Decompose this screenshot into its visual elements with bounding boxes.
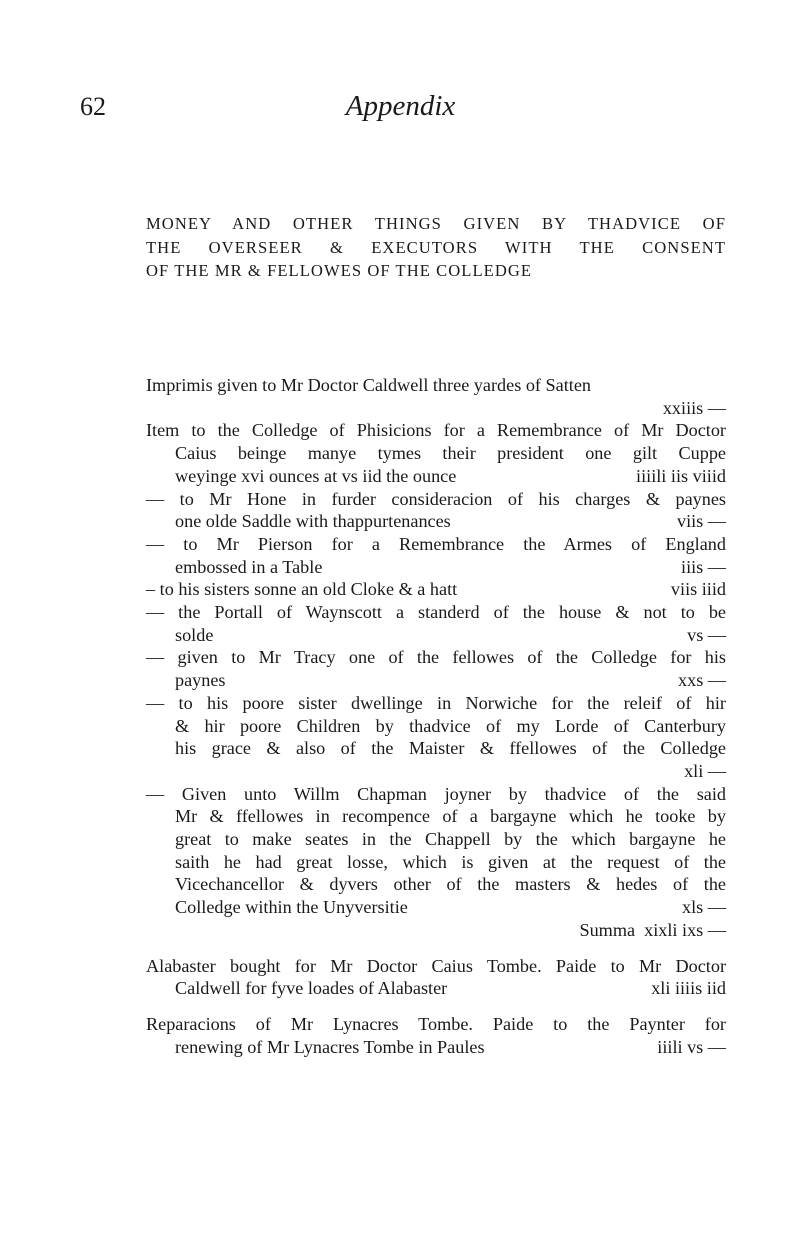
entry-line-with-amount	[146, 624, 726, 647]
entry-reparacions	[146, 1013, 726, 1058]
entry-text: Caldwell for fyve loades of Alabaster	[175, 978, 448, 999]
entry-pierson	[146, 533, 726, 578]
summa-label: Summa	[579, 919, 636, 940]
entry-tracy	[146, 646, 726, 691]
entry-line-with-amount	[146, 465, 726, 488]
entry-sisters-sonne	[146, 578, 726, 601]
entry-text: — given to Mr Tracy one of the fellowes of the Colledge for his	[146, 647, 726, 668]
entry-line-with-amount	[146, 578, 726, 601]
entry-text: Reparacions of Mr Lynacres Tombe. Paide to the Paynter for	[146, 1013, 726, 1034]
entry-text: Caius beinge manye tymes their president one gilt Cuppe	[175, 443, 726, 464]
entry-text: Item to the Colledge of Phisicions for a Remembrance of Mr Doctor	[146, 420, 726, 441]
running-head: Appendix	[345, 90, 456, 122]
entry-physicians	[146, 419, 726, 487]
entry-amount: iiiili iis viiid	[636, 465, 726, 486]
entry-text: embossed in a Table	[175, 556, 323, 577]
entry-portall	[146, 601, 726, 646]
entry-text: – to his sisters sonne an old Cloke & a hatt	[146, 579, 458, 600]
entry-amount: xxiiis —	[662, 397, 726, 418]
entry-text: & hir poore Children by thadvice of my Lorde of Canterbury	[175, 715, 726, 736]
entry-text: weyinge xvi ounces at vs iid the ounce	[175, 465, 457, 486]
entry-amount: xli —	[684, 760, 726, 781]
entry-text: great to make seates in the Chappell by the which bargayne he	[175, 829, 726, 850]
entry-amount: viis iiid	[670, 579, 726, 600]
entry-text: — the Portall of Waynscott a standerd of the house & not to be	[146, 602, 726, 623]
entry-text: — Given unto Willm Chapman joyner by thadvice of the said	[146, 783, 726, 804]
entry-summa	[146, 919, 726, 942]
entry-line-with-amount	[146, 977, 726, 1000]
entry-text: Alabaster bought for Mr Doctor Caius Tombe. Paide to Mr Doctor	[146, 955, 726, 976]
entry-text: Imprimis given to Mr Doctor Caldwell three yardes of Satten	[146, 375, 591, 395]
entry-text: Mr & ffellowes in recompence of a bargayne which he tooke by	[175, 806, 726, 827]
entry-text: — to Mr Hone in furder consideracion of his charges & paynes	[146, 488, 726, 509]
entry-text: Vicechancellor & dyvers other of the masters & hedes of the	[175, 874, 726, 895]
entry-imprimis	[146, 374, 726, 419]
entry-text: Colledge within the Unyversitie	[175, 897, 408, 918]
entry-amount: iiili vs —	[657, 1036, 726, 1057]
entry-text: — to Mr Pierson for a Remembrance the Armes of England	[146, 533, 726, 554]
entry-line-with-amount	[146, 669, 726, 692]
entry-text: paynes	[175, 670, 226, 691]
entry-line-with-amount	[146, 556, 726, 579]
entry-text: renewing of Mr Lynacres Tombe in Paules	[175, 1036, 485, 1057]
heading-line: MONEY AND OTHER THINGS GIVEN BY THADVICE OF	[146, 214, 726, 233]
entry-amount: viis —	[676, 511, 726, 532]
section-heading	[146, 212, 726, 283]
entry-text: — to his poore sister dwellinge in Norwiche for the releif of hir	[146, 692, 726, 713]
page-number: 62	[80, 92, 106, 121]
entry-alabaster	[146, 955, 726, 1000]
entry-amount: xls —	[682, 897, 726, 918]
heading-line: OF THE MR & FELLOWES OF THE COLLEDGE	[146, 261, 533, 280]
entry-amount: vs —	[687, 624, 726, 645]
entry-amount: xli iiiis iid	[651, 978, 726, 999]
entry-poore-sister	[146, 692, 726, 783]
entry-chapman	[146, 783, 726, 919]
entry-text: his grace & also of the Maister & ffellowes of the Colledge	[175, 738, 726, 759]
summa-line	[146, 919, 726, 942]
summa-amount: xixli ixs —	[644, 919, 726, 940]
entry-line-with-amount	[146, 1036, 726, 1059]
entries-list	[146, 374, 726, 1058]
entry-line-with-amount	[146, 896, 726, 919]
entry-line-with-amount	[146, 510, 726, 533]
entry-hone	[146, 488, 726, 533]
entry-amount: xxs —	[678, 670, 726, 691]
entry-text: one olde Saddle with thappurtenances	[175, 511, 451, 532]
entry-text: solde	[175, 624, 214, 645]
page-header	[80, 92, 721, 132]
entry-text: saith he had great losse, which is given at the request of the	[175, 851, 726, 872]
entry-amount: iiis —	[681, 556, 726, 577]
heading-line: THE OVERSEER & EXECUTORS WITH THE CONSENT	[146, 237, 726, 257]
